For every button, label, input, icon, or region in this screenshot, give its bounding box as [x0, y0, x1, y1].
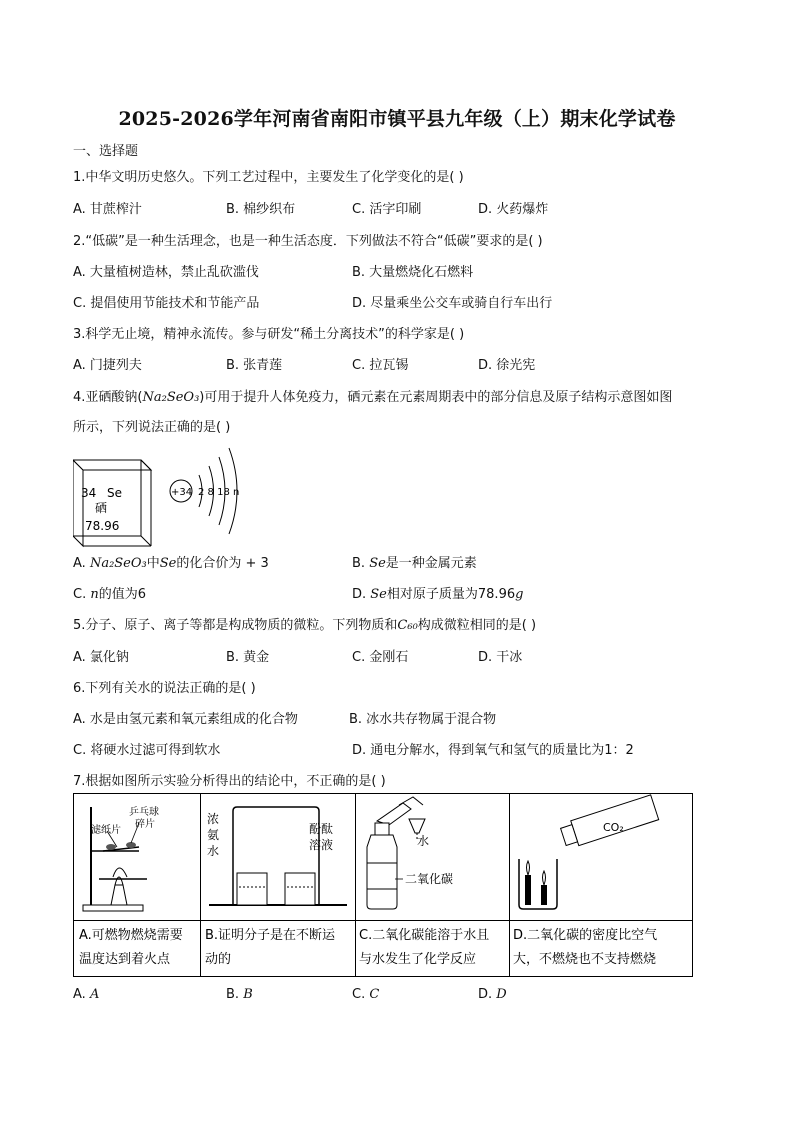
caption-b-line1: B.证明分子是在不断运: [205, 928, 336, 943]
q6-option-a[interactable]: A. 水是由氢元素和氧元素组成的化合物: [73, 712, 298, 727]
co2-bottle-label: 二氧化碳: [405, 872, 454, 886]
pingpong-label-2: 碎片: [135, 819, 155, 830]
question-4-stem-line2: 所示，下列说法正确的是( ): [73, 420, 231, 435]
q4-option-d[interactable]: [352, 583, 523, 602]
ammonia-label-3: 水: [207, 844, 220, 858]
q4-option-b[interactable]: [352, 552, 477, 571]
question-5-stem: [73, 614, 536, 633]
q3-option-b[interactable]: B. 张青莲: [226, 358, 283, 373]
q4-formula: Na₂SeO₃: [142, 390, 200, 405]
q1-option-b[interactable]: B. 棉纱织布: [226, 202, 296, 217]
phenolphthalein-label-1: 酚酞: [309, 822, 334, 836]
q7-b-letter: B: [243, 987, 253, 1002]
experiment-c-figure: [367, 797, 453, 909]
q4-d-se: Se: [370, 587, 387, 602]
q6-option-b[interactable]: B. 冰水共存物属于混合物: [349, 712, 497, 727]
caption-d-line2: 大，不燃烧也不支持燃烧: [513, 952, 657, 967]
q5-option-a[interactable]: A. 氯化钠: [73, 650, 129, 665]
phenolphthalein-label-2: 溶液: [309, 838, 334, 852]
q1-option-c[interactable]: C. 活字印刷: [352, 202, 422, 217]
caption-c-line1: C.二氧化碳能溶于水且: [359, 928, 490, 943]
question-7-stem: 7.根据如图所示实验分析得出的结论中，不正确的是( ): [73, 774, 386, 789]
q1-option-d[interactable]: D. 火药爆炸: [478, 202, 549, 217]
q5-stem-pre: 5.分子、原子、离子等都是构成物质的微粒。下列物质和: [73, 618, 398, 633]
q5-option-d[interactable]: D. 干冰: [478, 650, 523, 665]
experiment-a-figure: [83, 805, 159, 911]
q4-b-text: 是一种金属元素: [385, 556, 477, 571]
q7-option-a[interactable]: [73, 987, 99, 1002]
q3-option-a[interactable]: A. 门捷列夫: [73, 358, 142, 373]
experiment-b-figure: [207, 807, 347, 905]
q4-b-prefix: B.: [352, 556, 370, 571]
q1-option-a[interactable]: A. 甘蔗榨汁: [73, 202, 142, 217]
q4-a-formula: Na₂SeO₃: [89, 556, 147, 571]
q4-c-prefix: C.: [73, 587, 91, 602]
q4-b-se: Se: [369, 556, 386, 571]
q7-option-d[interactable]: [478, 987, 507, 1002]
filter-paper-label: 滤纸片: [91, 825, 121, 836]
q2-option-a[interactable]: A. 大量植树造林，禁止乱砍滥伐: [73, 265, 259, 280]
caption-b-line2: 动的: [205, 952, 232, 967]
q4-c-n: n: [90, 587, 99, 602]
section-heading: 一、选择题: [73, 144, 139, 159]
q7-b-prefix: B.: [226, 987, 244, 1002]
q7-option-b[interactable]: [226, 987, 253, 1002]
q4-a-prefix: A.: [73, 556, 90, 571]
question-1-stem: 1.中华文明历史悠久。下列工艺过程中，主要发生了化学变化的是( ): [73, 170, 464, 185]
ammonia-label-2: 氨: [207, 828, 220, 842]
q4-a-se: Se: [159, 556, 177, 571]
ammonia-label-1: 浓: [207, 812, 220, 826]
q7-c-prefix: C.: [352, 987, 370, 1002]
q4-d-prefix: D.: [352, 587, 371, 602]
atomic-number: 34: [81, 486, 97, 500]
q3-option-c[interactable]: C. 拉瓦锡: [352, 358, 409, 373]
question-3-stem: 3.科学无止境，精神永流传。参与研发“稀土分离技术”的科学家是( ): [73, 327, 465, 342]
atomic-mass: 78.96: [85, 519, 120, 533]
q4-stem-post: )可用于提升人体免疫力，硒元素在元素周期表中的部分信息及原子结构示意图如图: [199, 390, 673, 405]
q4-option-c[interactable]: [73, 583, 146, 602]
q2-option-d[interactable]: D. 尽量乘坐公交车或骑自行车出行: [352, 296, 553, 311]
q2-option-b[interactable]: B. 大量燃烧化石燃料: [352, 265, 474, 280]
q7-a-prefix: A.: [73, 987, 90, 1002]
q2-option-c[interactable]: C. 提倡使用节能技术和节能产品: [73, 296, 260, 311]
element-symbol: Se: [107, 486, 122, 500]
caption-a-line2: 温度达到着火点: [79, 952, 171, 967]
q4-stem-pre: 4.亚硒酸钠(: [73, 390, 143, 405]
q4-c-text: 的值为6: [98, 587, 146, 602]
q7-a-letter: A: [89, 987, 100, 1002]
q7-d-prefix: D.: [478, 987, 497, 1002]
q5-stem-post: 构成微粒相同的是( ): [417, 618, 537, 633]
q4-d-unit: g: [515, 587, 524, 602]
page-title: 2025-2026学年河南省南阳市镇平县九年级（上）期末化学试卷: [118, 108, 676, 130]
q7-option-c[interactable]: [352, 987, 379, 1002]
q4-d-text: 相对原子质量为78.96: [386, 587, 516, 602]
q4-a-text: 的化合价为 + 3: [176, 556, 269, 571]
q5-option-c[interactable]: C. 金刚石: [352, 650, 409, 665]
q5-formula: C₆₀: [397, 618, 418, 633]
experiment-d-figure: [519, 795, 659, 909]
selenium-figure: [73, 440, 253, 550]
question-6-stem: 6.下列有关水的说法正确的是( ): [73, 681, 256, 696]
pingpong-label-1: 乒乓球: [129, 807, 159, 818]
caption-d-line1: D.二氧化碳的密度比空气: [513, 928, 658, 943]
element-name: 硒: [95, 501, 108, 515]
q7-d-letter: D: [496, 987, 507, 1002]
q6-option-c[interactable]: C. 将硬水过滤可得到软水: [73, 743, 221, 758]
q6-option-d[interactable]: D. 通电分解水，得到氧气和氢气的质量比为1：2: [352, 743, 634, 758]
caption-a-line1: A.可燃物燃烧需要: [79, 928, 183, 943]
nucleus-charge: +34: [171, 487, 193, 498]
question-2-stem: 2.“低碳”是一种生活理念，也是一种生活态度．下列做法不符合“低碳”要求的是( ): [73, 234, 543, 249]
experiment-table: [73, 793, 693, 977]
co2-label: CO₂: [603, 821, 624, 834]
electron-shells: 2 8 18 n: [198, 487, 240, 498]
question-4-stem: [73, 386, 672, 405]
q4-a-mid: 中: [146, 556, 160, 571]
water-label: 水: [417, 834, 430, 848]
q3-option-d[interactable]: D. 徐光宪: [478, 358, 536, 373]
caption-c-line2: 与水发生了化学反应: [359, 952, 477, 967]
q5-option-b[interactable]: B. 黄金: [226, 650, 270, 665]
q7-c-letter: C: [369, 987, 380, 1002]
q4-option-a[interactable]: [73, 552, 269, 571]
